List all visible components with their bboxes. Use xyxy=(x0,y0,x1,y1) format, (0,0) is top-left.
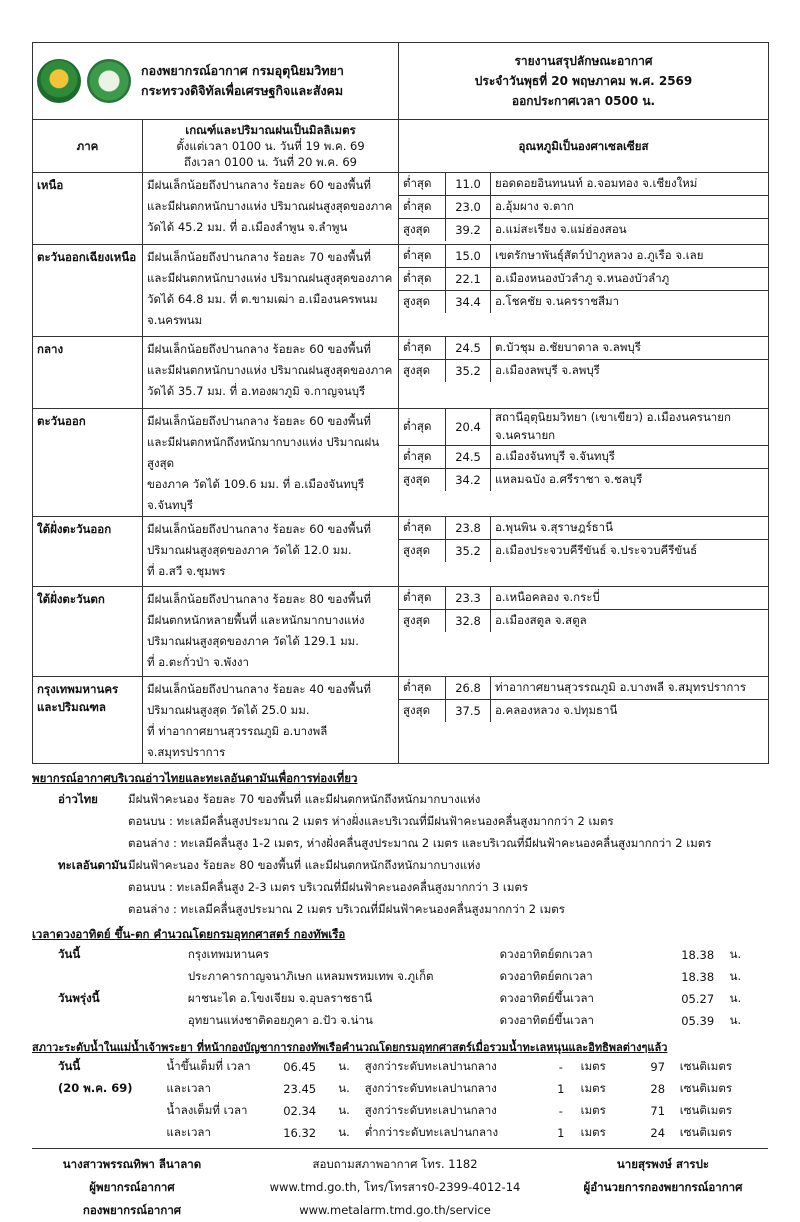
org-line2: กระทรวงดิจิทัลเพื่อเศรษฐกิจและสังคม xyxy=(141,83,344,98)
tide-day: วันนี้ xyxy=(58,1059,81,1073)
temp-place: ยอดดอยอินทนนท์ อ.จอมทอง จ.เชียงใหม่ xyxy=(491,173,769,196)
sun-title: เวลาดวงอาทิตย์ ขึ้น-ตก คำนวณโดยกรมอุทกศาสตร์ กองทัพเรือ xyxy=(32,927,346,941)
rain-line: ของภาค วัดได้ 109.6 มม. ที่ อ.เมืองจันทบุรี จ.จันทบุรี xyxy=(147,477,365,512)
temp-value: 15.0 xyxy=(446,245,491,268)
temp-cell xyxy=(399,409,769,517)
ministry-logo xyxy=(37,59,81,103)
tide-table xyxy=(32,1056,768,1144)
report-date: ประจำวันพุธที่ 20 พฤษภาคม พ.ศ. 2569 xyxy=(474,74,693,88)
region-row xyxy=(33,587,769,677)
temp-kind: สูงสุด xyxy=(399,610,446,633)
tide-u: น. xyxy=(338,1125,350,1139)
temp-row xyxy=(399,173,768,196)
tide-date: (20 พ.ค. 69) xyxy=(58,1081,133,1095)
temp-row xyxy=(399,245,768,268)
temp-row xyxy=(399,268,768,291)
temp-kind: ต่ำสุด xyxy=(399,446,446,469)
temp-kind: สูงสุด xyxy=(399,700,446,723)
tide-u: น. xyxy=(338,1103,350,1117)
temp-place: อ.เหนือคลอง จ.กระบี่ xyxy=(491,587,769,610)
temp-value: 39.2 xyxy=(446,219,491,242)
sun-event: ดวงอาทิตย์ตกเวลา xyxy=(499,969,593,983)
sun-time: 05.39 xyxy=(681,1014,715,1028)
temp-value: 11.0 xyxy=(446,173,491,196)
rain-desc xyxy=(143,173,399,245)
temp-row xyxy=(399,469,768,492)
temp-kind: ต่ำสุด xyxy=(399,173,446,196)
temp-kind: ต่ำสุด xyxy=(399,196,446,219)
temp-place: อ.โชคชัย จ.นครราชสีมา xyxy=(495,294,620,308)
rain-line: ที่ อ.ตะกั่วป่า จ.พังงา xyxy=(147,655,249,669)
rain-line: วัดได้ 64.8 มม. ที่ ต.ขามเฒ่า อ.เมืองนครพนม xyxy=(147,292,378,306)
tide-desc: ต่ำกว่าระดับทะเลปานกลาง xyxy=(364,1125,499,1139)
header-right xyxy=(399,43,769,120)
temp-kind: สูงสุด xyxy=(399,360,446,383)
temp-kind: สูงสุด xyxy=(399,291,446,314)
temp-place: ท่าอากาศยานสุวรรณภูมิ อ.บางพลี จ.สมุทรปราการ xyxy=(491,677,769,700)
col-criteria: เกณฑ์และปริมาณฝนเป็นมิลลิเมตร ตั้งแต่เวลา 0100 น. วันที่ 19 พ.ค. 69 ถึงเวลา 0100 น. วันที่ 20 พ.ค. 69 xyxy=(143,120,399,173)
report-time: ออกประกาศเวลา 0500 น. xyxy=(511,94,656,108)
temp-value: 37.5 xyxy=(446,700,491,723)
sun-row xyxy=(32,1010,768,1032)
tide-desc: สูงกว่าระดับทะเลปานกลาง xyxy=(364,1103,497,1117)
region-name: ตะวันออกเฉียงเหนือ xyxy=(33,245,143,337)
temp-row xyxy=(399,337,768,360)
rain-line: มีฝนเล็กน้อยถึงปานกลาง ร้อยละ 80 ของพื้นที่ xyxy=(147,592,371,606)
temp-value: 20.4 xyxy=(446,409,491,446)
temp-row xyxy=(399,196,768,219)
tide-m: 1 xyxy=(557,1126,565,1140)
tide-cu: เซนติเมตร xyxy=(679,1103,733,1117)
tide-m: - xyxy=(558,1060,563,1074)
temp-cell xyxy=(399,337,769,409)
gulf-line: ตอนบน : ทะเลมีคลื่นสูงประมาณ 2 เมตร ห่างฝั่งและบริเวณที่มีฝนฟ้าคะนองคลื่นสูงมากกว่า 2 เมตร xyxy=(128,814,614,828)
sun-event: ดวงอาทิตย์ตกเวลา xyxy=(499,947,593,961)
temp-cell xyxy=(399,173,769,245)
temp-row xyxy=(399,219,768,242)
temp-value: 24.5 xyxy=(446,446,491,469)
region-name: ตะวันออก xyxy=(33,409,143,517)
temp-place: เขตรักษาพันธุ์สัตว์ป่าภูหลวง อ.ภูเรือ จ.เลย xyxy=(491,245,769,268)
rain-line: ที่ อ.สวี จ.ชุมพร xyxy=(147,564,226,578)
rain-desc xyxy=(143,677,399,764)
temp-kind: ต่ำสุด xyxy=(399,337,446,360)
temp-place: อ.เมืองสตูล จ.สตูล xyxy=(495,613,587,627)
marine-title: พยากรณ์อากาศบริเวณอ่าวไทยและทะเลอันดามันเพื่อการท่องเที่ยว xyxy=(32,771,358,785)
rain-line: ที่ ท่าอากาศยานสุวรรณภูมิ อ.บางพลี จ.สมุทรปราการ xyxy=(147,724,328,759)
region-row xyxy=(33,517,769,587)
sun-place: ประภาคารกาญจนาภิเษก แหลมพรหมเทพ จ.ภูเก็ต xyxy=(187,969,434,983)
temp-kind: ต่ำสุด xyxy=(399,517,446,540)
temp-kind: ต่ำสุด xyxy=(399,245,446,268)
rain-line: และมีฝนตกหนักถึงหนักมากบางแห่ง ปริมาณฝนสูงสุด xyxy=(147,435,380,470)
col-region: ภาค xyxy=(33,120,143,173)
temp-place: อ.อุ้มผาง จ.ตาก xyxy=(491,196,769,219)
sun-day: วันพรุ่งนี้ xyxy=(58,991,100,1005)
region-name: กรุงเทพมหานคร และปริมณฑล xyxy=(33,677,143,764)
temp-place: สถานีอุตุนิยมวิทยา (เขาเขียว) อ.เมืองนครนายก จ.นครนายก xyxy=(491,409,769,446)
header-left xyxy=(33,43,399,120)
temp-kind: สูงสุด xyxy=(399,219,446,242)
rain-line: ปริมาณฝนสูงสุดของภาค วัดได้ 129.1 มม. xyxy=(147,634,359,648)
tide-row xyxy=(32,1056,768,1078)
summary-table xyxy=(32,42,769,764)
sun-unit: น. xyxy=(729,947,742,961)
andaman-line: ตอนบน : ทะเลมีคลื่นสูง 2-3 เมตร บริเวณที่มีฝนฟ้าคะนองคลื่นสูงมากกว่า 3 เมตร xyxy=(128,880,529,894)
andaman-line: ตอนล่าง : ทะเลมีคลื่นสูงประมาณ 2 เมตร บริเวณที่มีฝนฟ้าคะนองคลื่นสูงมากกว่า 2 เมตร xyxy=(128,902,565,916)
temp-value: 22.1 xyxy=(446,268,491,291)
tide-cm: 24 xyxy=(650,1126,666,1140)
tide-spacer xyxy=(32,1122,166,1144)
tide-spacer xyxy=(32,1100,166,1122)
sun-unit: น. xyxy=(729,991,742,1005)
rain-line: ปริมาณฝนสูงสุดของภาค วัดได้ 12.0 มม. xyxy=(147,543,352,557)
tide-cu: เซนติเมตร xyxy=(679,1059,733,1073)
temp-row xyxy=(399,517,768,540)
temp-row xyxy=(399,610,768,633)
footer xyxy=(32,1148,768,1222)
tide-time: 16.32 xyxy=(283,1126,317,1140)
gulf-line: มีฝนฟ้าคะนอง ร้อยละ 70 ของพื้นที่ และมีฝนตกหนักถึงหนักมากบางแห่ง xyxy=(128,792,481,806)
rain-line: มีฝนเล็กน้อยถึงปานกลาง ร้อยละ 60 ของพื้นที่ xyxy=(147,414,371,428)
rain-desc xyxy=(143,337,399,409)
rain-line: และมีฝนตกหนักบางแห่ง ปริมาณฝนสูงสุดของภาค xyxy=(147,363,393,377)
forecaster-dept: กองพยากรณ์อากาศ xyxy=(82,1203,182,1217)
temp-value: 23.0 xyxy=(446,196,491,219)
report-page xyxy=(32,42,768,1222)
temp-kind: ต่ำสุด xyxy=(399,409,446,446)
rain-line: วัดได้ 35.7 มม. ที่ อ.ทองผาภูมิ จ.กาญจนบุรี xyxy=(147,384,366,398)
temp-value: 34.4 xyxy=(446,291,491,314)
org-line1: กองพยากรณ์อากาศ กรมอุตุนิยมวิทยา xyxy=(141,63,344,78)
temp-place: อ.เมืองหนองบัวลำภู จ.หนองบัวลำภู xyxy=(491,268,769,291)
temp-place: อ.พุนพิน จ.สุราษฎร์ธานี xyxy=(491,517,769,540)
tide-label: น้ำลงเต็มที่ เวลา xyxy=(166,1103,248,1117)
contact-service[interactable]: www.metalarm.tmd.go.th/service xyxy=(299,1203,491,1217)
temp-kind: ต่ำสุด xyxy=(399,677,446,700)
tide-u: น. xyxy=(338,1081,350,1095)
rain-line: มีฝนตกหนักหลายพื้นที่ และหนักมากบางแห่ง xyxy=(147,613,365,627)
temp-place: แหลมฉบัง อ.ศรีราชา จ.ชลบุรี xyxy=(495,472,643,486)
tide-desc: สูงกว่าระดับทะเลปานกลาง xyxy=(364,1059,497,1073)
temp-kind: สูงสุด xyxy=(399,469,446,492)
temp-kind: ต่ำสุด xyxy=(399,587,446,610)
tide-time: 23.45 xyxy=(283,1082,317,1096)
sun-unit: น. xyxy=(729,969,742,983)
tide-u: น. xyxy=(338,1059,350,1073)
rain-line: มีฝนเล็กน้อยถึงปานกลาง ร้อยละ 60 ของพื้นที่ xyxy=(147,342,371,356)
temp-value: 23.8 xyxy=(446,517,491,540)
tide-title: สภาวะระดับน้ำในแม่น้ำเจ้าพระยา ที่หน้ากองบัญชาการกองทัพเรือคำนวณโดยกรมอุทกศาสตร์เมื่อรวมน้ำทะเลหนุนและอิทธิพลต่างๆแล้ว xyxy=(32,1041,668,1054)
sun-place: อุทยานแห่งชาติดอยภูคา อ.ปัว จ.น่าน xyxy=(187,1013,373,1027)
sun-time: 18.38 xyxy=(681,970,715,984)
tide-cm: 28 xyxy=(650,1082,666,1096)
sun-place: ผาชนะได อ.โขงเจียม จ.อุบลราชธานี xyxy=(187,991,373,1005)
temp-kind: ต่ำสุด xyxy=(399,268,446,291)
tide-cm: 97 xyxy=(650,1060,666,1074)
sun-place: กรุงเทพมหานคร xyxy=(187,947,270,961)
temp-value: 24.5 xyxy=(446,337,491,360)
tide-label: น้ำขึ้นเต็มที่ เวลา xyxy=(166,1059,251,1073)
region-row xyxy=(33,409,769,517)
tide-label: และเวลา xyxy=(166,1081,211,1095)
col-temperature: อุณหภูมิเป็นองศาเซลเซียส xyxy=(399,120,769,173)
sun-time: 18.38 xyxy=(681,948,715,962)
rain-line: มีฝนเล็กน้อยถึงปานกลาง ร้อยละ 60 ของพื้นที่ xyxy=(147,522,371,536)
rain-desc xyxy=(143,587,399,677)
tide-row xyxy=(32,1122,768,1144)
sun-time: 05.27 xyxy=(681,992,715,1006)
tide-cm: 71 xyxy=(650,1104,666,1118)
temp-row xyxy=(399,360,768,383)
temp-row xyxy=(399,700,768,723)
region-name: ใต้ฝั่งตะวันตก xyxy=(33,587,143,677)
region-row xyxy=(33,245,769,337)
tide-mu: เมตร xyxy=(580,1081,606,1095)
rain-desc xyxy=(143,409,399,517)
rain-line: มีฝนเล็กน้อยถึงปานกลาง ร้อยละ 40 ของพื้นที่ xyxy=(147,682,371,696)
andaman-label: ทะเลอันดามัน xyxy=(58,858,127,872)
forecaster-name: นางสาวพรรณทิพา ลีนาลาด xyxy=(62,1157,202,1171)
temp-row xyxy=(399,540,768,563)
director-name: นายสุรพงษ์ สารปะ xyxy=(616,1157,710,1171)
sun-row xyxy=(32,988,768,1010)
sun-unit: น. xyxy=(729,1013,742,1027)
rain-line: และมีฝนตกหนักบางแห่ง ปริมาณฝนสูงสุดของภาค xyxy=(147,271,393,285)
tide-desc: สูงกว่าระดับทะเลปานกลาง xyxy=(364,1081,497,1095)
temp-value: 35.2 xyxy=(446,360,491,383)
sun-day xyxy=(32,966,188,988)
director-role: ผู้อำนวยการกองพยากรณ์อากาศ xyxy=(583,1180,743,1194)
sun-row xyxy=(32,944,768,966)
tide-row xyxy=(32,1078,768,1100)
sun-row xyxy=(32,966,768,988)
temp-place: อ.เมืองประจวบคีรีขันธ์ จ.ประจวบคีรีขันธ์ xyxy=(495,543,698,557)
tmd-logo xyxy=(87,59,131,103)
andaman-line: มีฝนฟ้าคะนอง ร้อยละ 80 ของพื้นที่ และมีฝนตกหนักถึงหนักมากบางแห่ง xyxy=(128,858,481,872)
tide-mu: เมตร xyxy=(580,1103,606,1117)
temp-place: อ.เมืองจันทบุรี จ.จันทบุรี xyxy=(491,446,769,469)
temp-kind: สูงสุด xyxy=(399,540,446,563)
temp-place: อ.เมืองลพบุรี จ.ลพบุรี xyxy=(495,363,600,377)
temp-value: 35.2 xyxy=(446,540,491,563)
rain-desc xyxy=(143,245,399,337)
sun-day xyxy=(32,1010,188,1032)
temp-row xyxy=(399,587,768,610)
tide-time: 02.34 xyxy=(283,1104,317,1118)
tide-mu: เมตร xyxy=(580,1125,606,1139)
rain-line: มีฝนเล็กน้อยถึงปานกลาง ร้อยละ 60 ของพื้นที่ xyxy=(147,178,371,192)
temp-row xyxy=(399,446,768,469)
temp-row xyxy=(399,677,768,700)
region-name: ใต้ฝั่งตะวันออก xyxy=(33,517,143,587)
gulf-label: อ่าวไทย xyxy=(58,792,98,806)
tide-mu: เมตร xyxy=(580,1059,606,1073)
sun-table xyxy=(32,944,768,1032)
temp-value: 26.8 xyxy=(446,677,491,700)
temp-cell xyxy=(399,245,769,337)
tide-cu: เซนติเมตร xyxy=(679,1125,733,1139)
temp-row xyxy=(399,409,768,446)
gulf-line: ตอนล่าง : ทะเลมีคลื่นสูง 1-2 เมตร, ห่างฝั่งคลื่นสูงประมาณ 2 เมตร และบริเวณที่มีฝนฟ้าคะนองคลื่นสูงมากกว่า 2 เมตร xyxy=(128,836,712,850)
temp-value: 34.2 xyxy=(446,469,491,492)
tide-m: 1 xyxy=(557,1082,565,1096)
tide-m: - xyxy=(558,1104,563,1118)
contact-web[interactable]: www.tmd.go.th, โทร/โทรสาร0-2399-4012-14 xyxy=(269,1180,521,1194)
temp-cell xyxy=(399,677,769,764)
contact-phone: สอบถามสภาพอากาศ โทร. 1182 xyxy=(312,1157,478,1171)
temp-place: ต.บัวชุม อ.ชัยบาดาล จ.ลพบุรี xyxy=(491,337,769,360)
tide-cu: เซนติเมตร xyxy=(679,1081,733,1095)
rain-line: มีฝนเล็กน้อยถึงปานกลาง ร้อยละ 70 ของพื้นที่ xyxy=(147,250,371,264)
temp-value: 23.3 xyxy=(446,587,491,610)
rain-desc xyxy=(143,517,399,587)
tide-label: และเวลา xyxy=(166,1125,211,1139)
region-row xyxy=(33,677,769,764)
tide-row xyxy=(32,1100,768,1122)
rain-line: ปริมาณฝนสูงสุด วัดได้ 25.0 มม. xyxy=(147,703,310,717)
temp-place: อ.คลองหลวง จ.ปทุมธานี xyxy=(495,703,618,717)
region-name: เหนือ xyxy=(33,173,143,245)
region-row xyxy=(33,337,769,409)
temp-place: อ.แม่สะเรียง จ.แม่ฮ่องสอน xyxy=(495,222,627,236)
temp-cell xyxy=(399,587,769,677)
sun-event: ดวงอาทิตย์ขึ้นเวลา xyxy=(499,1013,594,1027)
region-row xyxy=(33,173,769,245)
sun-event: ดวงอาทิตย์ขึ้นเวลา xyxy=(499,991,594,1005)
rain-line: วัดได้ 45.2 มม. ที่ อ.เมืองลำพูน จ.ลำพูน xyxy=(147,220,348,234)
region-name: กลาง xyxy=(33,337,143,409)
rain-line: จ.นครพนม xyxy=(147,313,203,327)
temp-row xyxy=(399,291,768,314)
temp-value: 32.8 xyxy=(446,610,491,633)
report-title: รายงานสรุปลักษณะอากาศ xyxy=(514,54,653,68)
temp-cell xyxy=(399,517,769,587)
sun-day: วันนี้ xyxy=(58,947,81,961)
tide-time: 06.45 xyxy=(283,1060,317,1074)
rain-line: และมีฝนตกหนักบางแห่ง ปริมาณฝนสูงสุดของภาค xyxy=(147,199,393,213)
forecaster-role: ผู้พยากรณ์อากาศ xyxy=(89,1180,175,1194)
